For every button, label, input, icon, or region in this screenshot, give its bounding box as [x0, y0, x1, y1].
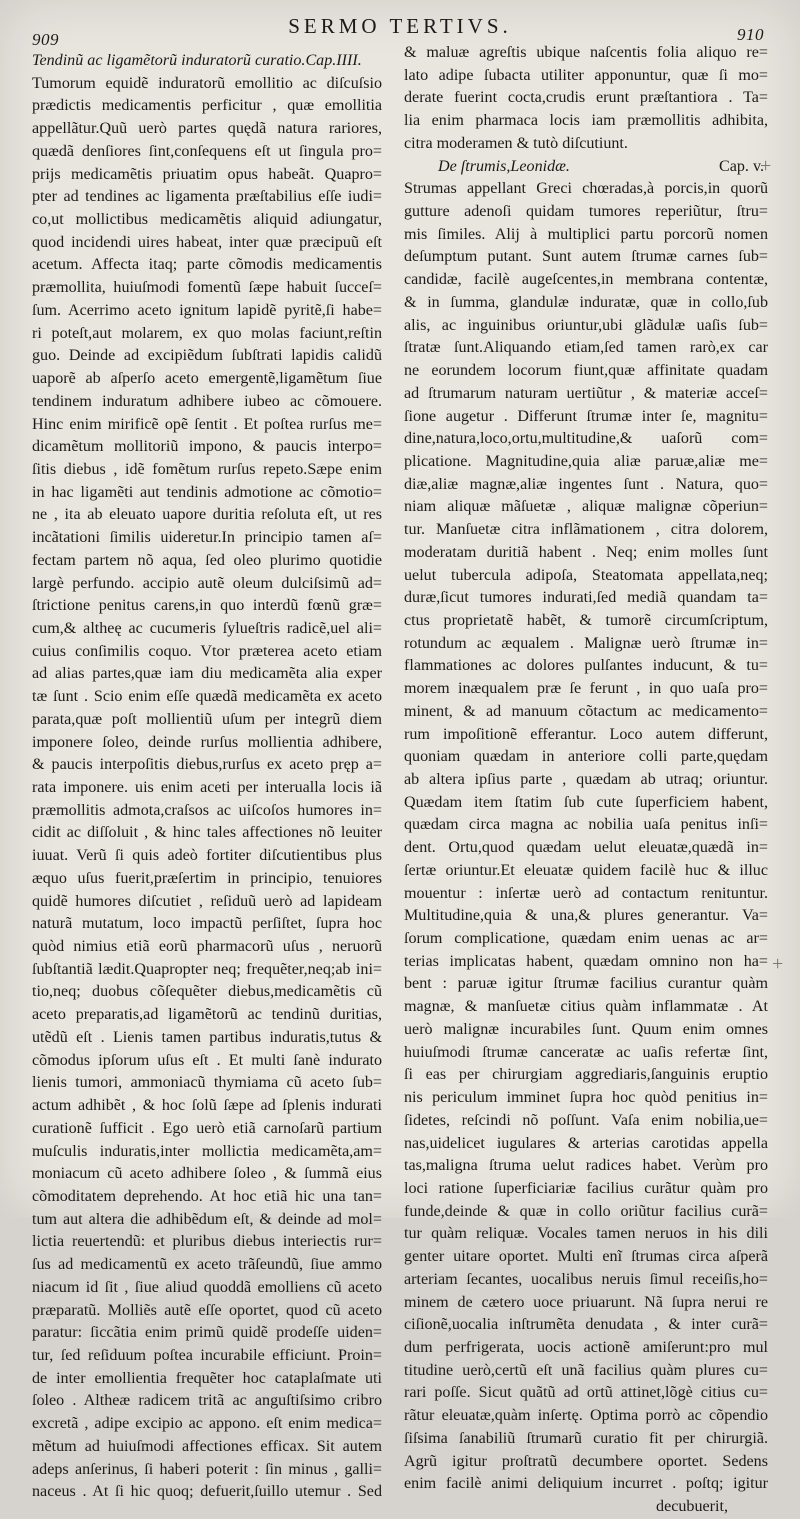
text-line: rari poſſe. Sicut quãtũ ad ortũ attinet,lõgè citius cu=	[404, 1384, 768, 1402]
text-line: titudine uerò,certũ eſt unã facilius quàm plures cu=	[404, 1361, 768, 1379]
text-line: ſitis diebus , idẽ fomẽtum rurſus repeto.Sæpe enim	[32, 460, 382, 478]
text-line: & paucis interpoſitis diebus,rurſus ex aceto pręp a=	[32, 756, 382, 774]
text-line: tur, ſed reſiduum poſtea incurabile efficiunt. Proin=	[32, 1346, 382, 1364]
text-line: Multitudine,quia & una,& plures generantur. Va=	[404, 907, 768, 925]
text-line: rãtur eleuatæ,quàm inſertę. Optima porrò ac cõpendio	[404, 1407, 768, 1425]
text-line: utẽdũ eſt . Lienis tamen partibus induratis,tutus &	[32, 1028, 382, 1046]
text-line: minem de cætero uoce priuarunt. Nã ſupra nerui re	[404, 1293, 768, 1311]
text-line: prædictis medicamentis perficitur , quæ emollitia	[32, 97, 382, 115]
text-line: citra moderamen & tutò diſcutiunt.	[404, 134, 628, 152]
text-line: Tumorum equidẽ induratorũ emollitio ac diſcuſsio	[32, 74, 382, 92]
text-line: ſum. Acerrimo aceto ignitum lapidẽ pyritẽ,ſi habe=	[32, 301, 382, 319]
text-line: huiuſmodi ſtrumæ canceratæ ac uaſis refertæ ſint,	[404, 1043, 768, 1061]
text-line: tendinem induratum adhibere iubeo ac cõmouere.	[32, 392, 382, 410]
text-line: ſidetes, reſcindi nõ poſſunt. Vaſa enim nobilia,ue=	[404, 1111, 768, 1129]
text-line: lictia reuertendũ: et pluribus diebus interiectis rur=	[32, 1233, 382, 1251]
margin-plus-mark: +	[760, 155, 772, 177]
text-line: cum,& altheę ac cucumeris ſylueſtris radicẽ,uel ali=	[32, 619, 382, 637]
text-line: imponere ſoleo, deinde rurſus mollientia adhibere,	[32, 733, 382, 751]
text-line: tum aut altera die adhibẽdum eſt, & deinde ad mol=	[32, 1210, 382, 1228]
text-line: dent. Ortu,quod quædam uelut eleuatæ,quædã in=	[404, 839, 768, 857]
text-line: præparatũ. Molliẽs autẽ eſſe oportet, quod cũ aceto	[32, 1301, 382, 1319]
text-line: mouentur : inſertæ uerò ad contactum renituntur.	[404, 884, 768, 902]
text-line: prijs medicamẽtis priuatim opus habeãt. Quapro=	[32, 165, 382, 183]
text-line: actum adhibẽt , & hoc ſolũ ſæpe ad ſplenis indurati	[32, 1097, 382, 1115]
text-line: ſione augetur . Differunt ſtrumæ inter ſe, magnitu=	[404, 407, 768, 425]
text-line: duræ,ſicut tumores indurati,ſed mediã quandam ta=	[404, 589, 768, 607]
text-line: lienis tumori, ammoniacũ thymiama cũ aceto ſub=	[32, 1074, 382, 1092]
text-line: Strumas appellant Greci chœradas,à porcis,in quorũ	[404, 180, 768, 198]
text-line: dine,natura,loco,ortu,multitudine,& uaſorũ com=	[404, 430, 768, 448]
text-line: tæ ſunt . Scio enim eſſe quædã medicamẽta ex aceto	[32, 688, 382, 706]
text-line: ri poteſt,aut molarem, ex quo molas faciunt,reſtin	[32, 324, 382, 342]
text-line: mis ſimiles. Alij à multiplici partu porcorũ nomen	[404, 225, 768, 243]
chapter-heading-left: Tendinũ ac ligamẽtorũ induratorũ curatio.Cap.IIII.	[32, 52, 362, 69]
text-line: ſertæ oriuntur.Et eleuatæ quidem facilè huc & illuc	[404, 861, 768, 879]
text-line: moderatam duritiã habent . Neq; enim molles ſunt	[404, 543, 768, 561]
text-line: ctus proprietatẽ habẽt, & tumorẽ circumſcriptum,	[404, 611, 768, 629]
text-line: acetum. Affecta itaq; parte cõmodis medicamentis	[32, 256, 382, 274]
text-line: rata imponere. uis enim aceti per interualla locis iã	[32, 779, 382, 796]
text-line: guo. Deinde ad excipiẽdum ſubſtrati lapidis calidũ	[32, 347, 382, 365]
text-line: ſoleo . Altheæ radicem tritã ac anguſtiſsimo cribro	[32, 1392, 382, 1410]
text-line: muſculis induratis,inter mollictia medicamẽta,am=	[32, 1142, 382, 1160]
text-line: præmollitis admota,craſsos ac uiſcoſos humores in=	[32, 801, 382, 819]
text-line: genter uitare oportet. Multi enĩ ſtrumas circa aſperã	[404, 1248, 768, 1266]
text-line: derate fuerint cocta,crudis erunt præſtantiora . Ta=	[404, 89, 768, 107]
text-line: curationẽ ſufficit . Ego uerò etiã carnoſarũ partium	[32, 1119, 382, 1137]
text-line: ſiſsima ſanabiliũ ſtrumarũ curatio fit per chirurgiã.	[404, 1429, 768, 1447]
text-line: moniacum cũ aceto adhibere ſoleo , & ſummã eius	[32, 1165, 382, 1183]
text-line: & maluæ agreſtis ubique naſcentis folia aliquo re=	[404, 44, 768, 61]
text-line: naceus . At ſi hic quoq; defuerit,ſuillo utemur . Sed	[32, 1483, 382, 1501]
text-line: incãtationi ſimilis uideretur.In principio tamen aſ=	[32, 529, 382, 547]
chapter-title: De ſtrumis,Leonidæ.	[438, 157, 570, 175]
text-line: adeps anſerinus, ſi haberi poterit : ſin minus , galli=	[32, 1460, 382, 1478]
text-line: niam aliquæ mãſuetæ , aliquæ malignæ cõperiun=	[404, 498, 768, 516]
left-text-column	[32, 50, 382, 1504]
text-line: ſus ad medicamentũ ex aceto trãſeundũ, ſiue ammo	[32, 1256, 382, 1274]
text-line: præmollita, huiuſmodi fomentũ ſæpe habuit ſucceſ=	[32, 279, 382, 297]
text-line: lato adipe ſubacta utiliter apponuntur, quæ ſi mo=	[404, 66, 768, 84]
page-number-right: 910	[737, 25, 764, 44]
text-line: cuius conſimilis coquo. Vtor præterea aceto etiam	[32, 642, 382, 660]
text-line: ne , ita ab eleuato uapore duritia reſoluta eſt, ut res	[32, 506, 382, 524]
text-line: nas,uidelicet iugulares & arterias carotidas appella	[404, 1134, 768, 1152]
text-line: ne eorundem locorum fiunt,quæ affinitate quadam	[404, 362, 768, 380]
text-line: cidit ac diſſoluit , & hinc tales affectiones nõ leuiter	[32, 824, 382, 842]
text-line: ciſionẽ,uocalia inſtrumẽta denudata , & inter curã=	[404, 1316, 768, 1334]
text-line: fectam partem nõ aqua, ſed oleo plurimo quotidie	[32, 551, 382, 569]
text-line: niacum id ſit , ſiue aliud quoddã emolliens cũ aceto	[32, 1278, 382, 1296]
text-line: quòd nimius etiã eorũ pharmacorũ uſus , neruorũ	[32, 938, 382, 956]
text-line: morem inæqualem præ ſe ferunt , in quo uaſa pro=	[404, 680, 768, 698]
text-line: plicatione. Magnitudine,quia aliæ paruæ,aliæ me=	[404, 452, 768, 470]
text-line: cõmoditatem deprehendo. At hoc etiã hic una tan=	[32, 1187, 382, 1205]
text-line: de inter emollientia frequẽter hoc cataplaſmate uti	[32, 1369, 382, 1387]
text-line: Hinc enim mirificẽ opẽ ſentit . Et poſtea rurſus me=	[32, 415, 382, 433]
running-head: SERMO TERTIVS.	[288, 14, 512, 38]
text-line: quædam circa magna ac nobilia uaſa penitus inſi=	[404, 816, 768, 834]
text-line: rum impoſitionẽ efferantur. Loco autem differunt,	[404, 725, 768, 743]
text-line: flammationes ac dolores pulſantes inducunt, & tu=	[404, 657, 768, 675]
text-line: ſubſtantiã lædit.Quapropter neq; frequẽter,neq;ab ini=	[32, 960, 382, 978]
text-line: quædã denſiores ſint,conſequens eſt ut ſingula pro=	[32, 142, 382, 160]
text-line: bent : paruæ igitur ſtrumæ facilius curantur quàm	[404, 975, 768, 993]
text-line: naturã mutatum, loco impactũ perſiſtet, ſupra hoc	[32, 915, 382, 933]
text-line: rotundum ac æqualem . Malignæ uerò ſtrumæ in=	[404, 634, 768, 652]
text-line: ad alias partes,quæ iam diu medicamẽta alia exper	[32, 665, 382, 683]
text-line: arteriam ſecantes, uocalibus neruis ſimul receiſis,ho=	[404, 1270, 768, 1288]
text-line: alis, ac inguinibus oriuntur,ubi glãdulæ uaſis ſub=	[404, 316, 768, 334]
text-line: ſtratæ ſunt.Aliquando etiam,ſed tamen rarò,ex car	[404, 339, 768, 357]
text-line: ſtrictione penitus carens,in quo interdũ fœnũ græ=	[32, 597, 382, 615]
text-line: quoniam quædam in anteriore colli parte,quędam	[404, 748, 768, 766]
text-line: co,ut mollictibus medicamẽtis aliquid adiungatur,	[32, 211, 382, 229]
text-line: magnæ, & manſuetæ citius quàm inflammatæ . At	[404, 998, 768, 1016]
text-line: terias implicatas habent, quædam omnino non ha=	[404, 952, 768, 970]
text-line: uaporẽ ab aſperſo aceto emergentẽ,ligamẽtum ſiue	[32, 370, 382, 388]
text-line: quidẽ humores diſcutiet , reſiduũ uerò ad lapideam	[32, 892, 382, 910]
text-line: loci ratione ſuperficiariæ facilius curãtur quàm pro	[404, 1179, 768, 1197]
text-line: nis periculum imminet ſupra hoc quòd penitius in=	[404, 1089, 768, 1107]
margin-plus-mark: +	[772, 953, 784, 975]
text-line: uelut tubercula adipoſa, Steatomata appellata,neq;	[404, 566, 768, 584]
chapter-heading-right	[404, 156, 768, 179]
text-line: uerò malignæ incurabiles ſunt. Quum enim omnes	[404, 1020, 768, 1038]
text-line: funde,deinde & quæ in collo oriũtur facilius curã=	[404, 1202, 768, 1220]
text-line: Quædam item ſtatim ſub cute ſuperficiem habent,	[404, 793, 768, 811]
page-number-left: 909	[32, 30, 59, 49]
text-line: æquo uſus fuerit,præſertim in principio, tenuiores	[32, 869, 382, 887]
text-line: lia enim pharmaca locis iam præmollitis adhibita,	[404, 112, 768, 130]
text-line: tur. Manſuetæ citra inflãmationem , citra dolorem,	[404, 521, 768, 539]
text-line: iuuat. Verũ ſi quis adeò fortiter diſcutientibus plus	[32, 847, 382, 865]
right-text-column	[404, 42, 768, 1519]
text-line: gutture adenoſi quidam tumores reperiũtur, ſtru=	[404, 203, 768, 221]
text-line: parata,quæ poſt mollientiũ uſum per integrũ diem	[32, 710, 382, 728]
text-line: dicamẽtum mollitoriũ impono, & paucis interpo=	[32, 438, 382, 456]
text-line: quod incidendi uires habeat, inter quæ præcipuũ eſt	[32, 233, 382, 251]
text-line: enim facilè animi deliquium incurret . poſtq; igitur	[404, 1475, 768, 1493]
text-line: excretã , adipe excipio ac appono. eſt enim medica=	[32, 1415, 382, 1433]
text-line: minent, & ad manuum cõtactum ac medicamento=	[404, 702, 768, 720]
text-line: tas,maligna ſtruma uelut radices habet. Verùm pro	[404, 1157, 768, 1175]
text-line: Agrũ igitur proſtratũ decumbere oportet. Sedens	[404, 1452, 768, 1470]
text-line: ſorum complicatione, quædam enim uenas ac ar=	[404, 930, 768, 948]
text-line: ſi eas per chirurgiam aggrediaris,ſanguinis eruptio	[404, 1066, 768, 1084]
text-line: & in ſumma, glandulæ induratæ, quæ in collo,ſub	[404, 293, 768, 311]
text-line: largè perfundo. accipio autẽ oleum dulciſsimũ ad=	[32, 574, 382, 592]
text-line: deſumptum putant. Sunt autem ſtrumæ carnes ſub=	[404, 248, 768, 266]
text-line: mẽtum ad huiuſmodi affectiones efficax. Sit autem	[32, 1437, 382, 1455]
text-line: paratur: ſiccãtia enim primũ quidẽ prodeſſe uiden=	[32, 1324, 382, 1342]
text-line: ab altera ipſius parte , quædam ab utraq; oriuntur.	[404, 771, 768, 788]
chapter-number: Cap. v.	[719, 157, 764, 175]
catchword-line: decubuerit,	[656, 1498, 728, 1515]
text-line: diæ,aliæ magnæ,aliæ ingentes ſunt . Natura, quo=	[404, 475, 768, 493]
text-line: appellãtur.Quũ uerò partes quędã natura rariores,	[32, 120, 382, 138]
text-line: pter ad tendines ac ligamenta præſtabilius eſſe iudi=	[32, 188, 382, 206]
text-line: aceto preparatis,ad ligamẽtorũ ac tendinũ duritias,	[32, 1006, 382, 1024]
text-line: dum perfrigerata, uocis actionẽ amiſerunt:pro mul	[404, 1338, 768, 1356]
text-line: tur quàm reliquæ. Vocales tamen neruos in his dili	[404, 1225, 768, 1243]
text-line: candidæ, facilè augeſcentes,in membrana contentæ,	[404, 271, 768, 289]
text-line: cõmodus ipſorum uſus eſt . Et multi ſanè indurato	[32, 1051, 382, 1069]
text-line: ad ſtrumarum naturam uertiũtur , & materiæ acceſ=	[404, 384, 768, 402]
text-line: in hac ligamẽti aut tendinis admotione ac cõmotio=	[32, 483, 382, 501]
text-line: tio,neq; duobus cõſequẽter diebus,medicamẽtis cũ	[32, 983, 382, 1001]
